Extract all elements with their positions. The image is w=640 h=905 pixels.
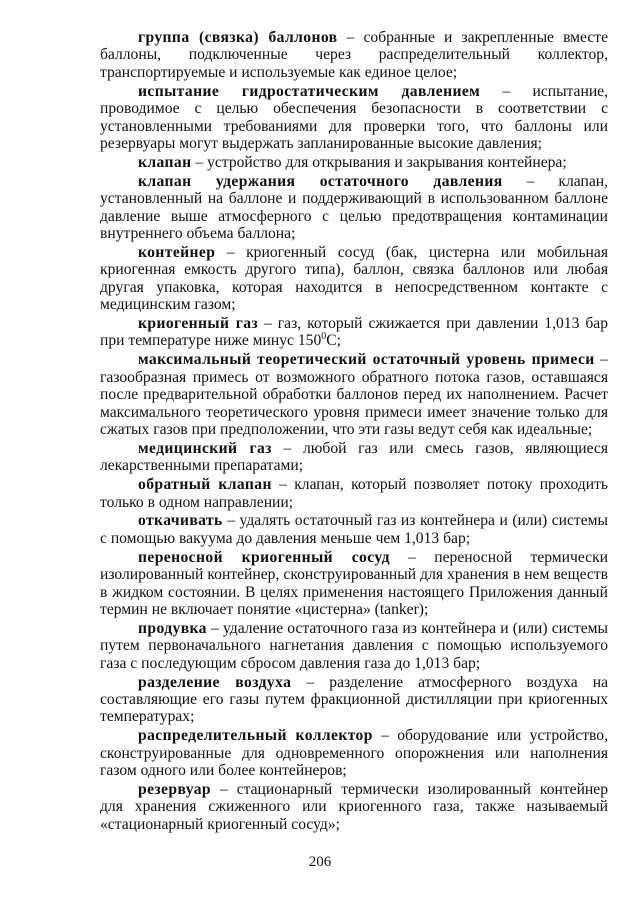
entry-term: обратный клапан <box>138 476 272 494</box>
glossary-entry <box>100 476 608 511</box>
entry-term: максимальный теоретический остаточный уровень примеси <box>138 351 595 369</box>
entry-definition: клапан, установленный на баллоне и поддерживающий в использованном баллоне давление выше атмосферного с целью предотвращения контаминации внутреннего объема баллона; <box>100 172 609 242</box>
entry-definition: любой газ или смесь газов, являющиеся лекарственными препаратами; <box>100 439 609 475</box>
entry-separator: – <box>271 476 295 494</box>
glossary-entry <box>100 727 608 779</box>
glossary-entry <box>100 173 608 243</box>
entry-term: контейнер <box>138 243 216 261</box>
entry-definition: разделение атмосферного воздуха на составляющие его газы путем фракционной дистилляции при криогенных температурах; <box>100 673 609 726</box>
glossary-entry <box>100 154 608 171</box>
entry-term: резервуар <box>138 781 212 799</box>
entry-term: группа (связка) баллонов <box>138 29 338 46</box>
entry-separator: – <box>594 351 608 369</box>
glossary <box>100 29 608 835</box>
entry-definition: клапан, который позволяет потоку проходить только в одном направлении; <box>100 476 608 511</box>
entry-definition: оборудование или устройство, сконструированные для одновременного опорожнения или наполнения газом одного или более контейнеров; <box>100 727 609 780</box>
glossary-entry <box>100 83 608 153</box>
entry-separator: – <box>222 512 240 530</box>
entry-definition: криогенный сосуд (бак, цистерна или мобильная криогенная емкость другого типа), баллон, связка баллонов или любая другая упаковка, которая находится в непосредственном контакте с медицинским газом; <box>100 243 608 314</box>
glossary-entry <box>100 674 608 726</box>
glossary-entry <box>100 620 608 672</box>
entry-definition: переносной термически изолированный контейнер, сконструированный для хранения в нем веществ в жидком состоянии. В целях применения настоящего Приложения данный термин не включает понятие «цистерна» (tanker); <box>100 548 609 618</box>
entry-definition: газообразная примесь от возможного обратного потока газов, оставшаяся после предварительной обработки баллонов перед их наполнением. Расчет максимального теоретического уровня примеси имеет значение только для сжатых газов при предположении, что эти газы ведут себя как идеальные; <box>100 368 608 438</box>
entry-term: клапан удержания остаточного давления <box>138 172 503 190</box>
entry-separator: – <box>258 315 278 332</box>
degree-superscript: 0 <box>321 331 327 343</box>
entry-definition: собранные и закрепленные вместе баллоны, подключенные через распределительный коллектор, транспортируемые и используемые как единое целое; <box>100 29 608 81</box>
entry-term: распределительный коллектор <box>138 727 373 745</box>
entry-separator: – <box>337 29 364 46</box>
definition-text-end: С; <box>326 332 341 350</box>
entry-definition: стационарный термически изолированный контейнер для хранения сжиженного или криогенного газа, также называемый «стационарный криогенный сосуд»; <box>100 781 608 833</box>
entry-term: испытание гидростатическим давлением <box>138 82 481 100</box>
glossary-entry <box>100 29 608 81</box>
glossary-entry <box>100 512 608 547</box>
entry-separator: – <box>271 439 303 457</box>
entry-separator: – <box>502 172 559 190</box>
entry-term: откачивать <box>138 512 223 530</box>
entry-separator: – <box>389 548 435 566</box>
entry-definition: устройство для открывания и закрывания контейнера; <box>207 153 567 171</box>
entry-term: медицинский газ <box>138 439 272 457</box>
glossary-entry <box>100 315 608 350</box>
glossary-entry <box>100 244 608 314</box>
definition-text: газ, который сжижается при давлении 1,013 бар при температуре ниже минус 150 <box>100 315 608 350</box>
glossary-entry <box>100 351 608 438</box>
entry-term: переносной криогенный сосуд <box>138 548 390 566</box>
glossary-entry <box>100 440 608 475</box>
entry-definition: удалять остаточный газ из контейнера и (или) системы с помощью вакуума до давления меньше чем 1,013 бар; <box>100 512 609 547</box>
entry-definition: удаление остаточного газа из контейнера и (или) системы путем первоначального нагнетания давления с помощью используемого газа с последующим сбросом давления газа до 1,013 бар; <box>100 619 609 672</box>
entry-term: клапан <box>138 153 192 171</box>
entry-separator: – <box>211 781 237 799</box>
entry-separator: – <box>191 153 208 171</box>
entry-definition: испытание, проводимое с целью обеспечения безопасности в соответствии с установленными требованиями для проверки того, что баллоны или резервуары могут выдержать запланированные высокие давления; <box>100 82 608 152</box>
entry-term: криогенный газ <box>138 315 259 332</box>
entry-separator: – <box>215 243 247 261</box>
entry-separator: – <box>291 673 330 691</box>
glossary-entry <box>100 781 608 833</box>
glossary-entry <box>100 549 608 619</box>
page-number: 206 <box>308 854 332 870</box>
entry-term: разделение воздуха <box>138 673 292 691</box>
entry-separator: – <box>372 727 398 745</box>
entry-separator: – <box>480 82 533 100</box>
entry-separator: – <box>206 619 223 637</box>
entry-term: продувка <box>138 619 207 637</box>
